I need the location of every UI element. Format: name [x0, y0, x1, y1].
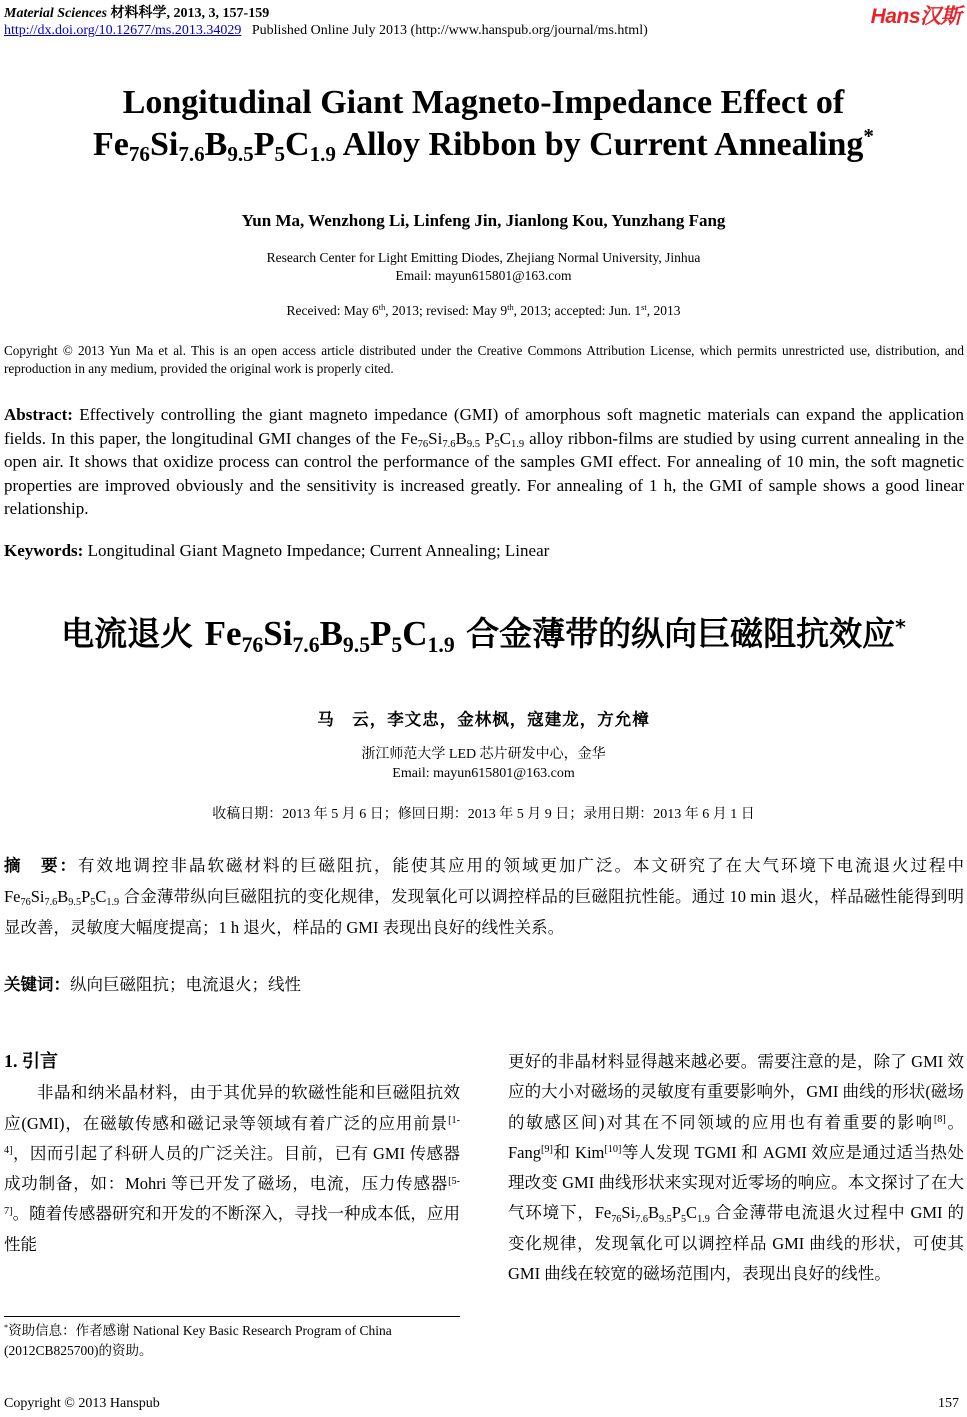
section-heading: 1. 引言	[4, 1051, 58, 1071]
journal-header	[4, 2, 269, 22]
intro-paragraph-1: 非晶和纳米晶材料，由于其优异的软磁性能和巨磁阻抗效应(GMI)，在磁敏传感和磁记录等领域有着广泛的应用前景[1-4]，因而引起了科研人员的广泛关注。目前，已有 GMI 传感器成功制备，如：Mohri 等已开发了磁场，电流，压力传感器[5-7]。随着传感器研究和开发的不断深入，寻找一种成本低，应用性能	[4, 1083, 460, 1254]
affiliation-zh-text: 浙江师范大学 LED 芯片研发中心，金华	[361, 747, 606, 762]
published-online: Published Online July 2013 (http://www.hanspub.org/journal/ms.html)	[251, 23, 648, 38]
title-en-line2: Fe76Si7.6B9.5P5C1.9 Alloy Ribbon by Current Annealing*	[93, 124, 874, 167]
doi-line	[4, 23, 648, 39]
journal-name-en: Material Sciences	[4, 6, 108, 21]
email-zh: Email: mayun615801@163.com	[392, 766, 575, 781]
affiliation-en	[0, 249, 967, 285]
abstract-zh-label: 摘 要：	[4, 856, 78, 875]
abstract-en-label: Abstract:	[4, 405, 73, 424]
doi-link[interactable]: http://dx.doi.org/10.12677/ms.2013.34029	[4, 23, 242, 38]
title-en	[0, 82, 967, 166]
email-en: Email: mayun615801@163.com	[395, 268, 572, 283]
footnote-divider	[4, 1316, 460, 1317]
footnote: *资助信息：作者感谢 National Key Basic Research Program of China (2012CB825700)的资助。	[4, 1323, 392, 1358]
abstract-zh: 摘 要：有效地调控非晶软磁材料的巨磁阻抗，能使其应用的领域更加广泛。本文研究了在大气环境下电流退火过程中 Fe76Si7.6B9.5P5C1.9 合金薄带纵向巨磁阻抗的变化规律，发现氧化可以调控样品的巨磁阻抗性能。通过 10 min 退火，样品磁性能得到明显改善，灵敏度大幅度提高；1 h 退火，样品的 GMI 表现出良好的线性关系。	[4, 856, 964, 937]
abstract-en: Abstract: Effectively controlling the giant magneto impedance (GMI) of amorphous soft magnetic materials can expand the application fields. In this paper, the longitudinal GMI changes of the Fe76Si7.6B9.5 P5C1.9 alloy ribbon-films are studied by using current annealing in the open air. It shows that oxidize process can control the performance of the samples GMI effect. For annealing of 10 min, the soft magnetic properties are improved obviously and the sensitivity is increased greatly. For annealing of 1 h, the GMI of sample shows a good linear relationship.	[4, 405, 964, 518]
body-column-left	[4, 1046, 460, 1260]
journal-name-zh: 材料科学, 2013, 3, 157-159	[110, 6, 270, 21]
footer-copyright: Copyright © 2013 Hanspub	[4, 1396, 160, 1411]
title-en-line1: Longitudinal Giant Magneto-Impedance Effect of	[122, 84, 845, 121]
affiliation-en-text: Research Center for Light Emitting Diodes, Zhejiang Normal University, Jinhua	[266, 250, 701, 265]
hans-logo: Hans汉斯	[870, 5, 961, 28]
body-column-right: 更好的非晶材料显得越来越必要。需要注意的是，除了 GMI 效应的大小对磁场的灵敏度有重要影响外，GMI 曲线的形状(磁场的敏感区间)对其在不同领域的应用也有着重要的影响[8]。Fang[9]和 Kim[10]等人发现 TGMI 和 AGMI 效应是通过适当热处理改变 GMI 曲线形状来实现对近零场的响应。本文探讨了在大气环境下，Fe76Si7.6B9.5P5C1.9 合金薄带电流退火过程中 GMI 的变化规律，发现氧化可以调控样品 GMI 曲线的形状，可使其 GMI 曲线在较宽的磁场范围内，表现出良好的线性。	[508, 1052, 964, 1284]
page-number: 157	[938, 1396, 959, 1411]
copyright-notice: Copyright © 2013 Yun Ma et al. This is an open access article distributed under the Creative Commons Attribution License, which permits unrestricted use, distribution, and reproduction in any medium, provided the original work is properly cited.	[4, 343, 964, 376]
dates-en: Received: May 6th, 2013; revised: May 9th, 2013; accepted: Jun. 1st, 2013	[286, 303, 681, 318]
title-zh: 电流退火 Fe76Si7.6B9.5P5C1.9 合金薄带的纵向巨磁阻抗效应*	[61, 614, 906, 657]
keywords-zh: 关键词：纵向巨磁阻抗；电流退火；线性	[4, 975, 301, 994]
affiliation-zh	[0, 745, 967, 783]
dates-zh: 收稿日期：2013 年 5 月 6 日；修回日期：2013 年 5 月 9 日；录用日期：2013 年 6 月 1 日	[212, 807, 755, 822]
authors-zh: 马 云，李文忠，金林枫，寇建龙，方允樟	[317, 710, 650, 729]
authors-en: Yun Ma, Wenzhong Li, Linfeng Jin, Jianlong Kou, Yunzhang Fang	[241, 211, 726, 230]
keywords-en-label: Keywords:	[4, 541, 84, 560]
keywords-en: Keywords: Longitudinal Giant Magneto Impedance; Current Annealing; Linear	[4, 541, 550, 560]
keywords-zh-label: 关键词：	[4, 975, 70, 994]
